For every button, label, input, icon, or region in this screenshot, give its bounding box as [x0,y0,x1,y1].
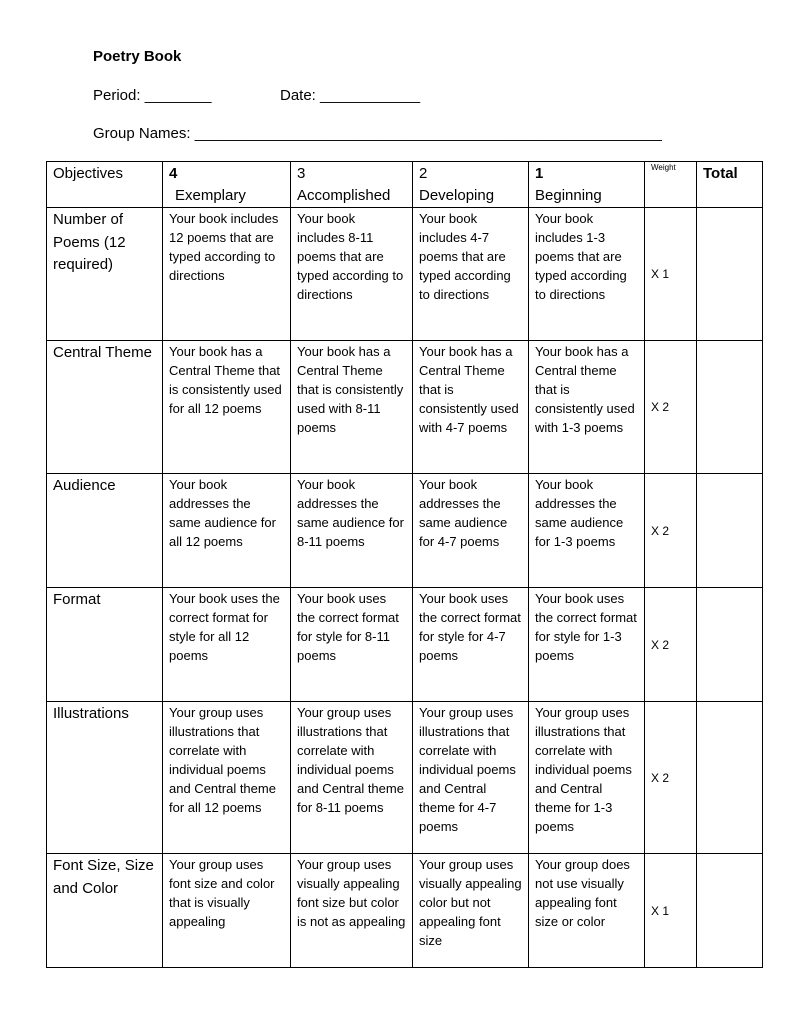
total-cell[interactable] [697,854,763,968]
objective-cell: Number of Poems (12 required) [47,208,163,341]
weight-cell: X 2 [645,341,697,474]
table-row [47,702,763,854]
objective-cell: Illustrations [47,702,163,854]
developing-header [413,162,529,208]
beginning-cell: Your group does not use visually appealing font size or color [529,854,645,968]
developing-cell: Your book uses the correct format for style for 4-7 poems [413,588,529,702]
developing-cell: Your book addresses the same audience for 4-7 poems [413,474,529,588]
header-row [47,162,763,208]
exemplary-label: Exemplary [175,187,246,204]
beginning-header [529,162,645,208]
exemplary-cell: Your group uses illustrations that correlate with individual poems and Central theme for all 12 poems [163,702,291,854]
total-cell[interactable] [697,474,763,588]
objective-cell: Audience [47,474,163,588]
objective-cell: Central Theme [47,341,163,474]
beginning-label: Beginning [535,187,602,204]
beginning-cell: Your book addresses the same audience for 1-3 poems [529,474,645,588]
table-row [47,474,763,588]
exemplary-cell: Your book uses the correct format for style for all 12 poems [163,588,291,702]
beginning-cell: Your book includes 1-3 poems that are typed according to directions [529,208,645,341]
developing-score: 2 [419,165,428,182]
weight-cell: X 1 [645,208,697,341]
weight-cell: X 1 [645,854,697,968]
table-row [47,588,763,702]
objective-cell: Font Size, Size and Color [47,854,163,968]
weight-header: Weight [645,162,697,208]
total-cell[interactable] [697,341,763,474]
table-row [47,854,763,968]
developing-cell: Your group uses illustrations that correlate with individual poems and Central theme for 4-7 poems [413,702,529,854]
document-title: Poetry Book [93,48,182,65]
objectives-header: Objectives [47,162,163,208]
beginning-cell: Your book has a Central theme that is consistently used with 1-3 poems [529,341,645,474]
rubric-table [46,161,763,968]
beginning-cell: Your group uses illustrations that correlate with individual poems and Central theme for 1-3 poems [529,702,645,854]
period-field: Period: ________ [93,87,212,104]
weight-cell: X 2 [645,588,697,702]
total-cell[interactable] [697,208,763,341]
exemplary-cell: Your group uses font size and color that is visually appealing [163,854,291,968]
weight-cell: X 2 [645,702,697,854]
exemplary-cell: Your book includes 12 poems that are typed according to directions [163,208,291,341]
accomplished-header [291,162,413,208]
exemplary-cell: Your book addresses the same audience for all 12 poems [163,474,291,588]
objective-cell: Format [47,588,163,702]
exemplary-header [163,162,291,208]
total-header: Total [697,162,763,208]
accomplished-score: 3 [297,165,306,182]
table-row [47,208,763,341]
group-names-field: Group Names: ________________________________________________________ [93,125,662,142]
weight-cell: X 2 [645,474,697,588]
date-field: Date: ____________ [280,87,421,104]
exemplary-score: 4 [169,165,178,182]
accomplished-cell: Your group uses illustrations that correlate with individual poems and Central theme for 8-11 poems [291,702,413,854]
table-row [47,341,763,474]
total-cell[interactable] [697,702,763,854]
accomplished-cell: Your group uses visually appealing font size but color is not as appealing [291,854,413,968]
total-cell[interactable] [697,588,763,702]
beginning-score: 1 [535,165,544,182]
accomplished-cell: Your book addresses the same audience for 8-11 poems [291,474,413,588]
developing-cell: Your group uses visually appealing color but not appealing font size [413,854,529,968]
developing-cell: Your book has a Central Theme that is consistently used with 4-7 poems [413,341,529,474]
exemplary-cell: Your book has a Central Theme that is consistently used for all 12 poems [163,341,291,474]
accomplished-label: Accomplished [297,187,391,204]
accomplished-cell: Your book uses the correct format for style for 8-11 poems [291,588,413,702]
accomplished-cell: Your book includes 8-11 poems that are typed according to directions [291,208,413,341]
beginning-cell: Your book uses the correct format for style for 1-3 poems [529,588,645,702]
developing-cell: Your book includes 4-7 poems that are typed according to directions [413,208,529,341]
developing-label: Developing [419,187,495,204]
accomplished-cell: Your book has a Central Theme that is consistently used with 8-11 poems [291,341,413,474]
